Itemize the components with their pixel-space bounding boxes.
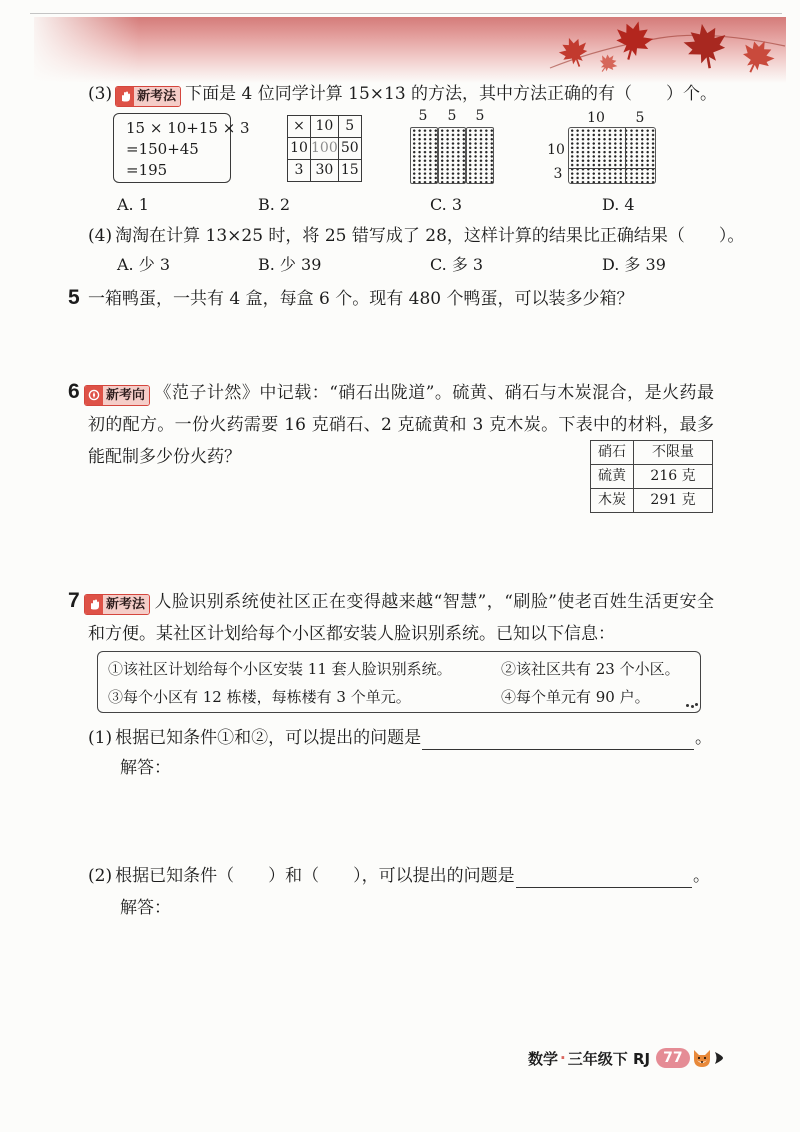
question-number: (3): [88, 84, 113, 104]
footer-grade: 三年级下 RJ: [567, 1049, 651, 1068]
dot-array-label: 5: [475, 108, 485, 124]
question-text: 《范子计然》中记载：“硝石出陇道”。硫黄、硝石与木炭混合，是火药最初的配方。一份火药需要 16 克硝石、2 克硫黄和 3 克木炭。下表中的材料，最多能配制多少份火药？: [88, 383, 714, 467]
page-number: 77: [656, 1048, 689, 1068]
maple-leaves-decoration: [540, 8, 790, 90]
badge-label: 新考法: [134, 87, 180, 106]
sub-question-number: (1): [88, 728, 113, 748]
hand-icon: [116, 87, 134, 106]
answer-label: 解答：: [120, 758, 171, 778]
option-c: C. 3: [430, 195, 463, 214]
table-row: [591, 489, 713, 513]
condition-item: ④每个单元有 90 户。: [501, 687, 650, 706]
material-amount: 291 克: [634, 489, 713, 513]
new-method-badge: [115, 86, 181, 107]
table-row: [288, 116, 362, 138]
sub-question-2: [88, 864, 710, 888]
table-cell: 50: [338, 138, 361, 160]
option-a: A. 少 3: [117, 255, 170, 274]
dot-array-label: 3: [553, 166, 563, 182]
dot-array-label: 5: [418, 108, 428, 124]
material-amount: 不限量: [634, 441, 713, 465]
badge-label: 新考法: [103, 595, 149, 614]
option-d: D. 4: [602, 195, 635, 214]
method-a-line: =195: [126, 161, 168, 179]
dot-block: [466, 127, 494, 184]
question-3-options: [0, 193, 800, 217]
material-name: 硫黄: [591, 465, 634, 489]
answer-label: 解答：: [120, 898, 171, 918]
page-footer: [528, 1046, 724, 1070]
table-row: [288, 138, 362, 160]
question-text: 一箱鸭蛋，一共有 4 盒，每盒 6 个。现有 480 个鸭蛋，可以装多少箱？: [88, 289, 634, 309]
dot-array-label: 5: [447, 108, 457, 124]
table-cell: 30: [311, 160, 339, 182]
known-conditions-box: [97, 651, 701, 713]
grid-divider-horizontal: [569, 168, 655, 169]
dot-array-label: 10: [547, 142, 565, 158]
dot-array-label: 10: [587, 110, 605, 126]
question-3-stem: [88, 82, 717, 107]
footer-separator: ·: [560, 1049, 566, 1067]
question-text: 下面是 4 位同学计算 15×13 的方法，其中方法正确的有（ ）个。: [185, 84, 718, 104]
badge-label: 新考向: [103, 386, 149, 405]
table-cell: 15: [338, 160, 361, 182]
maple-leaf-icon: [594, 50, 621, 77]
dot-block: [438, 127, 466, 184]
option-d: D. 多 39: [602, 255, 666, 274]
option-c: C. 多 3: [430, 255, 484, 274]
new-method-badge: [84, 594, 150, 615]
maple-leaf-icon: [610, 16, 656, 64]
method-c-dot-array: [408, 108, 496, 185]
table-row: [288, 160, 362, 182]
sub-question-text: 根据已知条件（ ）和（ ），可以提出的问题是: [115, 866, 515, 886]
footer-subject: 数学: [528, 1049, 559, 1068]
dot-array-label: 5: [635, 110, 645, 126]
answer-blank: [422, 731, 694, 750]
dot-grid: [568, 127, 656, 184]
hand-icon: [85, 595, 103, 614]
question-number: 5: [68, 286, 80, 309]
method-d-dot-array: [546, 108, 658, 185]
condition-item: ③每个小区有 12 栋楼，每栋楼有 3 个单元。: [108, 687, 411, 706]
method-a-line: 15 × 10+15 × 3: [126, 119, 250, 137]
table-cell: 5: [338, 116, 361, 138]
table-row: [591, 465, 713, 489]
question-text: 淘淘在计算 13×25 时，将 25 错写成了 28，这样计算的结果比正确结果（ ）。: [115, 226, 745, 246]
question-5: [68, 286, 634, 311]
option-a: A. 1: [117, 195, 149, 214]
table-row: [591, 441, 713, 465]
question-number: 6: [68, 380, 80, 403]
condition-item: ①该社区计划给每个小区安装 11 套人脸识别系统。: [108, 660, 452, 678]
sentence-end: 。: [693, 866, 710, 886]
table-cell: 10: [311, 116, 339, 138]
method-a-line: =150+45: [126, 140, 199, 158]
method-b-table: [287, 115, 362, 182]
question-4-stem: [88, 224, 744, 248]
table-cell: ×: [288, 116, 311, 138]
leaf-pointer-icon: [714, 1050, 724, 1066]
question-7: [68, 585, 714, 650]
option-b: B. 2: [258, 195, 291, 214]
option-b: B. 少 39: [258, 255, 322, 274]
fox-mascot-icon: [690, 1046, 714, 1070]
question-number: (4): [88, 226, 113, 246]
new-direction-badge: [84, 385, 150, 406]
method-a-box: [113, 113, 250, 183]
sub-question-number: (2): [88, 866, 113, 886]
sentence-end: 。: [695, 728, 712, 748]
sub-question-1: [88, 726, 712, 750]
table-cell: 100: [311, 138, 339, 160]
material-amount: 216 克: [634, 465, 713, 489]
material-name: 硝石: [591, 441, 634, 465]
compass-icon: [85, 386, 103, 405]
table-cell: 10: [288, 138, 311, 160]
grid-divider-vertical: [625, 128, 626, 183]
question-text: 人脸识别系统使社区正在变得越来越“智慧”，“刷脸”使老百姓生活更安全和方便。某社区计划给每个小区都安装人脸识别系统。已知以下信息：: [88, 592, 714, 644]
material-name: 木炭: [591, 489, 634, 513]
question-4-options: [0, 253, 800, 277]
box-corner-ornament: [686, 704, 689, 707]
dot-block: [410, 127, 438, 184]
answer-blank: [516, 869, 692, 888]
table-cell: 3: [288, 160, 311, 182]
sub-question-text: 根据已知条件①和②，可以提出的问题是: [115, 728, 422, 748]
maple-leaf-icon: [555, 33, 593, 72]
materials-table: [590, 440, 713, 513]
question-number: 7: [68, 589, 80, 612]
maple-leaf-icon: [681, 20, 731, 72]
condition-item: ②该社区共有 23 个小区。: [501, 660, 680, 678]
